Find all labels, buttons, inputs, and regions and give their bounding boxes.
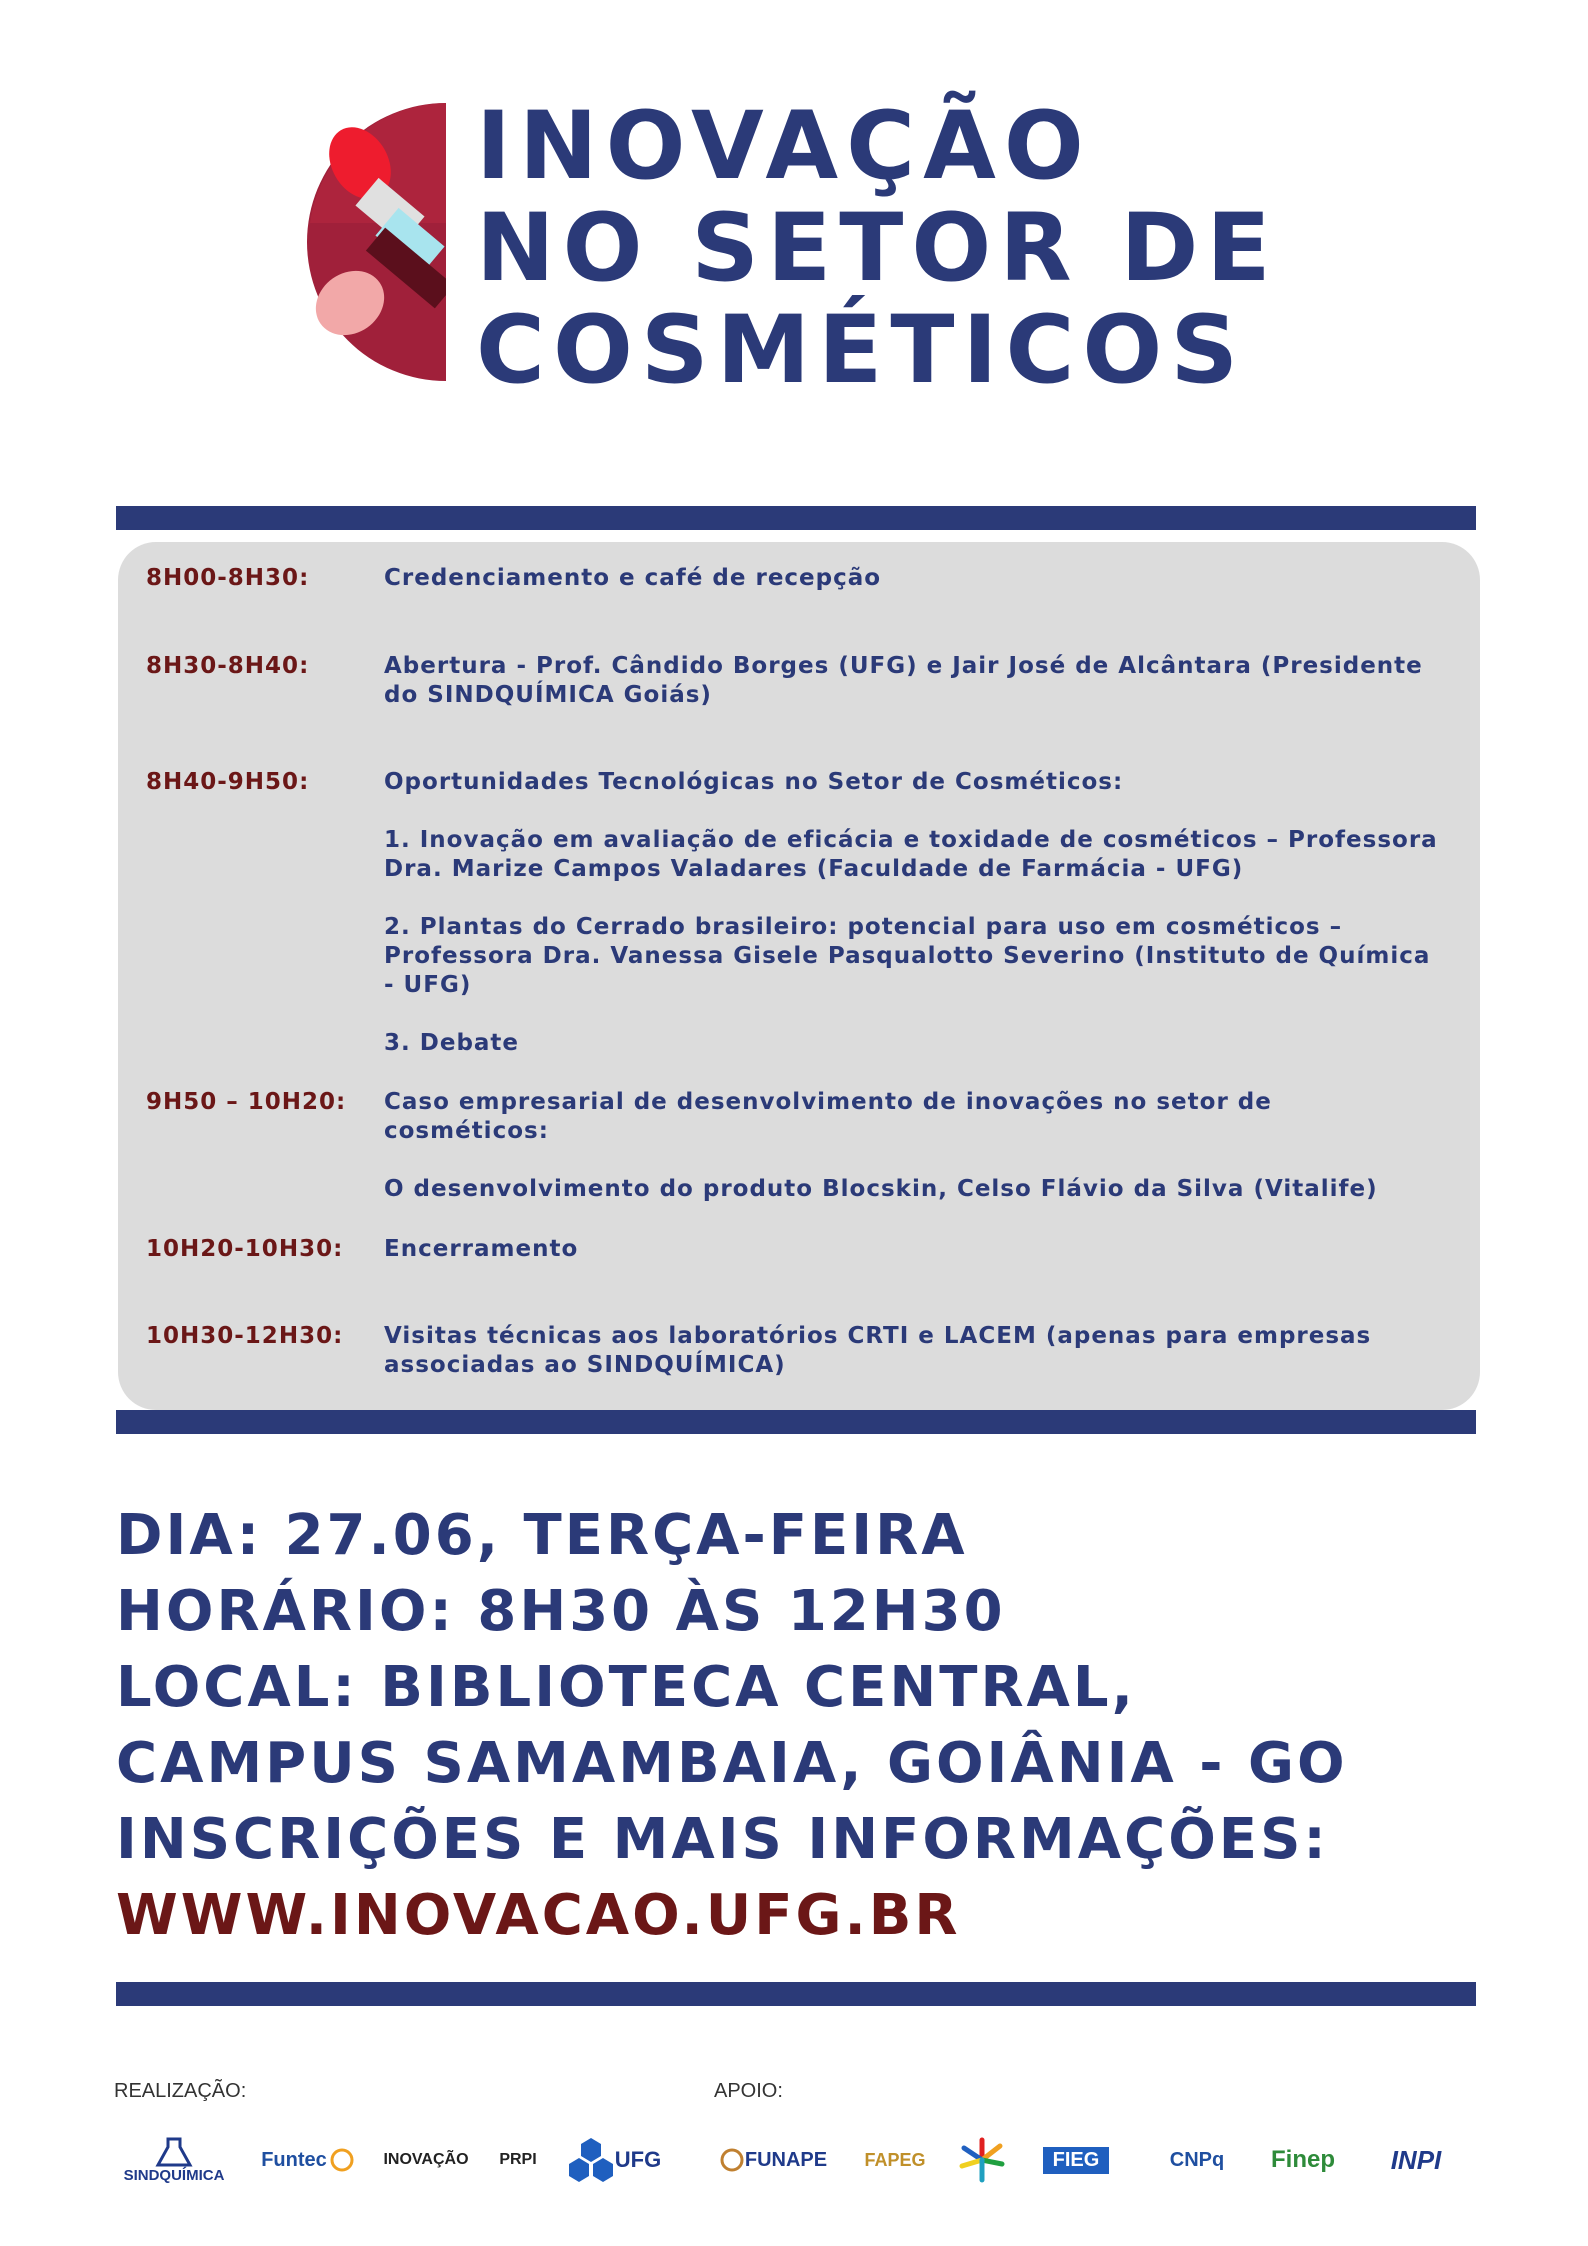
fieg-logo bbox=[1022, 2128, 1130, 2192]
schedule-desc-line: Oportunidades Tecnológicas no Setor de Cosméticos: bbox=[384, 769, 1124, 795]
schedule-desc bbox=[384, 1235, 1440, 1264]
brain-icon bbox=[719, 2147, 745, 2173]
finep-name: Finep bbox=[1271, 2146, 1335, 2173]
prpi-logo bbox=[490, 2128, 546, 2192]
event-info bbox=[116, 1498, 1536, 1954]
funape-logo bbox=[710, 2128, 836, 2192]
schedule-desc-line: 2. Plantas do Cerrado brasileiro: potencial para uso em cosméticos – Professora Dra. Vanessa Gisele Pasqualotto Severino (Instituto de Química - UFG) bbox=[384, 914, 1431, 998]
divider-top bbox=[116, 506, 1476, 530]
cosmetics-brush-icon bbox=[290, 103, 446, 381]
burst-logo bbox=[954, 2128, 1010, 2192]
ufg-name: UFG bbox=[614, 2147, 662, 2172]
schedule-time: 8H30-8H40: bbox=[146, 653, 310, 679]
realizacao-label: REALIZAÇÃO: bbox=[114, 2080, 247, 2102]
fapeg-name: FAPEG bbox=[864, 2149, 926, 2170]
schedule-desc bbox=[384, 652, 1440, 710]
schedule-time: 8H00-8H30: bbox=[146, 565, 310, 591]
inpi-logo bbox=[1356, 2128, 1476, 2192]
event-location-line-2: CAMPUS SAMAMBAIA, GOIÂNIA - GO bbox=[116, 1731, 1348, 1796]
schedule-panel bbox=[118, 542, 1480, 1410]
ufg-logo bbox=[556, 2128, 672, 2192]
schedule-desc-line: Credenciamento e café de recepção bbox=[384, 565, 882, 591]
schedule-time: 10H20-10H30: bbox=[146, 1236, 344, 1262]
divider-bottom bbox=[116, 1982, 1476, 2006]
divider-middle bbox=[116, 1410, 1476, 1434]
apoio-label: APOIO: bbox=[714, 2080, 783, 2102]
schedule-desc bbox=[384, 1322, 1440, 1380]
hexagons-icon bbox=[567, 2136, 615, 2184]
cnpq-name: CNPq bbox=[1169, 2148, 1225, 2171]
schedule-desc-line: O desenvolvimento do produto Blocskin, Celso Flávio da Silva (Vitalife) bbox=[384, 1176, 1378, 1202]
orbit-icon bbox=[327, 2145, 357, 2175]
title-line-2: NO SETOR DE bbox=[476, 194, 1279, 303]
funtec-logo bbox=[250, 2128, 368, 2192]
registration-label: INSCRIÇÕES E MAIS INFORMAÇÕES: bbox=[116, 1807, 1329, 1872]
funtec-name: Funtec bbox=[261, 2148, 327, 2171]
schedule-time: 8H40-9H50: bbox=[146, 769, 310, 795]
schedule-desc-line: Caso empresarial de desenvolvimento de inovações no setor de cosméticos: bbox=[384, 1089, 1272, 1144]
schedule-desc-line: Encerramento bbox=[384, 1236, 579, 1262]
event-title bbox=[476, 92, 1279, 405]
inovacao-logo bbox=[378, 2128, 474, 2192]
schedule-time: 9H50 – 10H20: bbox=[146, 1089, 347, 1115]
schedule-desc-line: Abertura - Prof. Cândido Borges (UFG) e Jair José de Alcântara (Presidente do SINDQUÍMICA Goiás) bbox=[384, 653, 1423, 708]
funape-name: FUNAPE bbox=[744, 2148, 828, 2171]
flask-icon bbox=[154, 2137, 194, 2167]
event-location-line-1: LOCAL: BIBLIOTECA CENTRAL, bbox=[116, 1655, 1136, 1720]
registration-link[interactable]: WWW.INOVACAO.UFG.BR bbox=[116, 1883, 961, 1948]
prpi-name: PRPI bbox=[499, 2151, 537, 2168]
schedule-desc bbox=[384, 768, 1440, 1058]
schedule-desc-line: Visitas técnicas aos laboratórios CRTI e LACEM (apenas para empresas associadas ao SINDQUÍMICA) bbox=[384, 1323, 1372, 1378]
fieg-name: FIEG bbox=[1043, 2147, 1110, 2174]
title-line-3: COSMÉTICOS bbox=[476, 296, 1247, 405]
schedule-desc-line: 3. Debate bbox=[384, 1030, 520, 1056]
burst-icon bbox=[958, 2136, 1006, 2184]
schedule-desc bbox=[384, 1088, 1440, 1204]
event-day: DIA: 27.06, TERÇA-FEIRA bbox=[116, 1503, 968, 1568]
title-line-1: INOVAÇÃO bbox=[476, 92, 1092, 201]
finep-logo bbox=[1254, 2128, 1352, 2192]
cnpq-logo bbox=[1144, 2128, 1250, 2192]
sindquimica-logo bbox=[112, 2128, 236, 2192]
inovacao-name: INOVAÇÃO bbox=[383, 2151, 469, 2168]
schedule-time: 10H30-12H30: bbox=[146, 1323, 344, 1349]
sindquimica-name: SINDQUÍMICA bbox=[123, 2166, 225, 2184]
fapeg-logo bbox=[846, 2128, 944, 2192]
schedule-desc bbox=[384, 564, 1440, 593]
event-hours: HORÁRIO: 8H30 ÀS 12H30 bbox=[116, 1579, 1006, 1644]
schedule-desc-line: 1. Inovação em avaliação de eficácia e toxidade de cosméticos – Professora Dra. Marize Campos Valadares (Faculdade de Farmácia - UFG) bbox=[384, 827, 1438, 882]
inpi-name: INPI bbox=[1390, 2144, 1442, 2175]
